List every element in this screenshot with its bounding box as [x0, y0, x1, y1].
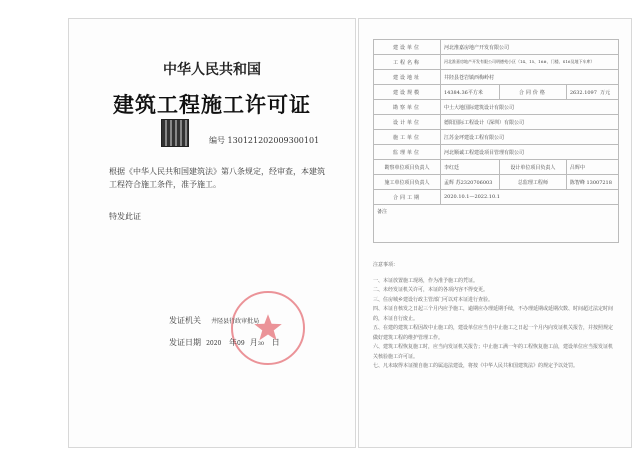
row-value: 吕辉中	[566, 160, 618, 175]
month-unit: 月	[249, 338, 258, 347]
row-value: 陈智峰 13007218	[566, 175, 618, 190]
table-row	[374, 145, 619, 160]
row-value: 孟辉 苏2320706003	[441, 175, 500, 190]
authority-value: 井陉县行政审批局	[211, 318, 260, 325]
row-label: 施工单位项目负责人	[374, 175, 441, 190]
official-seal-icon	[231, 291, 305, 365]
row-value: 江苏金坪建设工程有限公司	[441, 130, 619, 145]
note-item: 二、未经发证机关许可，本证的各项内容不得变更。	[373, 287, 489, 293]
notes-title: 注意事项：	[373, 262, 399, 268]
table-row	[374, 115, 619, 130]
row-label: 勘察单位	[374, 100, 441, 115]
row-label: 建设单位	[374, 40, 441, 55]
authority-label: 发证机关	[169, 316, 201, 325]
row-label: 工程名称	[374, 55, 441, 70]
year-unit: 年	[229, 338, 238, 347]
table-row	[374, 190, 619, 205]
table-row	[374, 100, 619, 115]
remarks: 备注	[374, 205, 619, 243]
notes-list	[373, 277, 613, 372]
table-row	[374, 175, 619, 190]
scale-value: 14384.36平方米	[441, 85, 500, 100]
table-row	[374, 40, 619, 55]
row-label: 监理单位	[374, 145, 441, 160]
note-item: 三、住房城乡建设行政主管部门可以对本证进行查验。	[373, 296, 494, 303]
row-value: 德阳国际工程设计（深圳）有限公司	[441, 115, 619, 130]
row-value: 河北淮嘉房地产开发有限公司	[441, 40, 619, 55]
country-name: 中华人民共和国	[163, 62, 261, 78]
table-row	[374, 55, 619, 70]
price-number: 2632.1097	[569, 89, 597, 96]
note-item: 六、建筑工程恢复施工时，应当向发证机关报告；中止施工满一年的工程恢复施工前，建设单位应当报发证机关核验施工许可证。	[373, 344, 614, 360]
permit-details-page	[358, 18, 632, 448]
price-unit: 万元	[600, 89, 611, 96]
note-item: 七、凡未取得本证擅自施工的属违法建设，将按《中华人民共和国建筑法》的规定予以处罚。	[373, 363, 579, 369]
date-label: 发证日期	[169, 338, 201, 347]
details-table	[373, 39, 619, 243]
note-item: 一、本证放置施工现场，作为准予施工的凭证。	[373, 277, 479, 284]
row-value: 河北顺诚工程建设项目管理有限公司	[441, 145, 619, 160]
day: 30	[257, 341, 265, 347]
legal-paragraph: 根据《中华人民共和国建筑法》第八条规定，经审查，本建筑工程符合施工条件，准予施工。	[109, 167, 325, 189]
price-value	[566, 85, 618, 100]
qr-code-icon	[161, 119, 189, 147]
price-label: 合同价格	[499, 85, 566, 100]
permit-number	[209, 135, 319, 146]
permit-cover-page	[68, 18, 356, 448]
issue-text: 特发此证	[109, 212, 141, 221]
year: 2020	[206, 340, 222, 347]
row-value: 中土大地国际建筑设计有限公司	[441, 100, 619, 115]
row-label: 合同工期	[374, 190, 441, 205]
row-label: 建设规模	[374, 85, 441, 100]
notes-section	[373, 261, 613, 372]
row-label: 总监理工程师	[499, 175, 566, 190]
row-label: 施工单位	[374, 130, 441, 145]
table-row	[374, 205, 619, 243]
day-unit: 日	[271, 338, 280, 347]
row-value: 李红廷	[441, 160, 500, 175]
row-value: 井陉县苍岩镇西梅岭村	[441, 70, 619, 85]
note-item: 四、本证自核发之日起三个月内应予施工，逾期应办理延期手续，不办理延期或延期次数、时间超过法定时间的，本证自行废止。	[373, 306, 614, 322]
number-label: 编号	[209, 136, 225, 145]
month: 09	[237, 340, 245, 347]
note-item: 五、在建的建筑工程因故中止施工的，建设单位应当自中止施工之日起一个月内向发证机关报告，并按照规定做好建筑工程的维护管理工作。	[373, 325, 614, 341]
row-label: 勘察单位项目负责人	[374, 160, 441, 175]
row-label: 设计单位项目负责人	[499, 160, 566, 175]
authority-line	[169, 315, 259, 326]
permit-title: 建筑工程施工许可证	[113, 92, 311, 117]
number-value: 130121202009300101	[227, 136, 320, 145]
date-line	[169, 337, 280, 348]
row-label: 设计单位	[374, 115, 441, 130]
row-value: 河北淮嘉房地产开发有限公司明德苑小区（14、15、16#、门楼、S16及地下车库）	[441, 55, 619, 70]
row-value: 2020.10.1—2022.10.1	[441, 190, 619, 205]
table-row	[374, 70, 619, 85]
table-row	[374, 85, 619, 100]
table-row	[374, 160, 619, 175]
row-label: 建设地址	[374, 70, 441, 85]
table-row	[374, 130, 619, 145]
